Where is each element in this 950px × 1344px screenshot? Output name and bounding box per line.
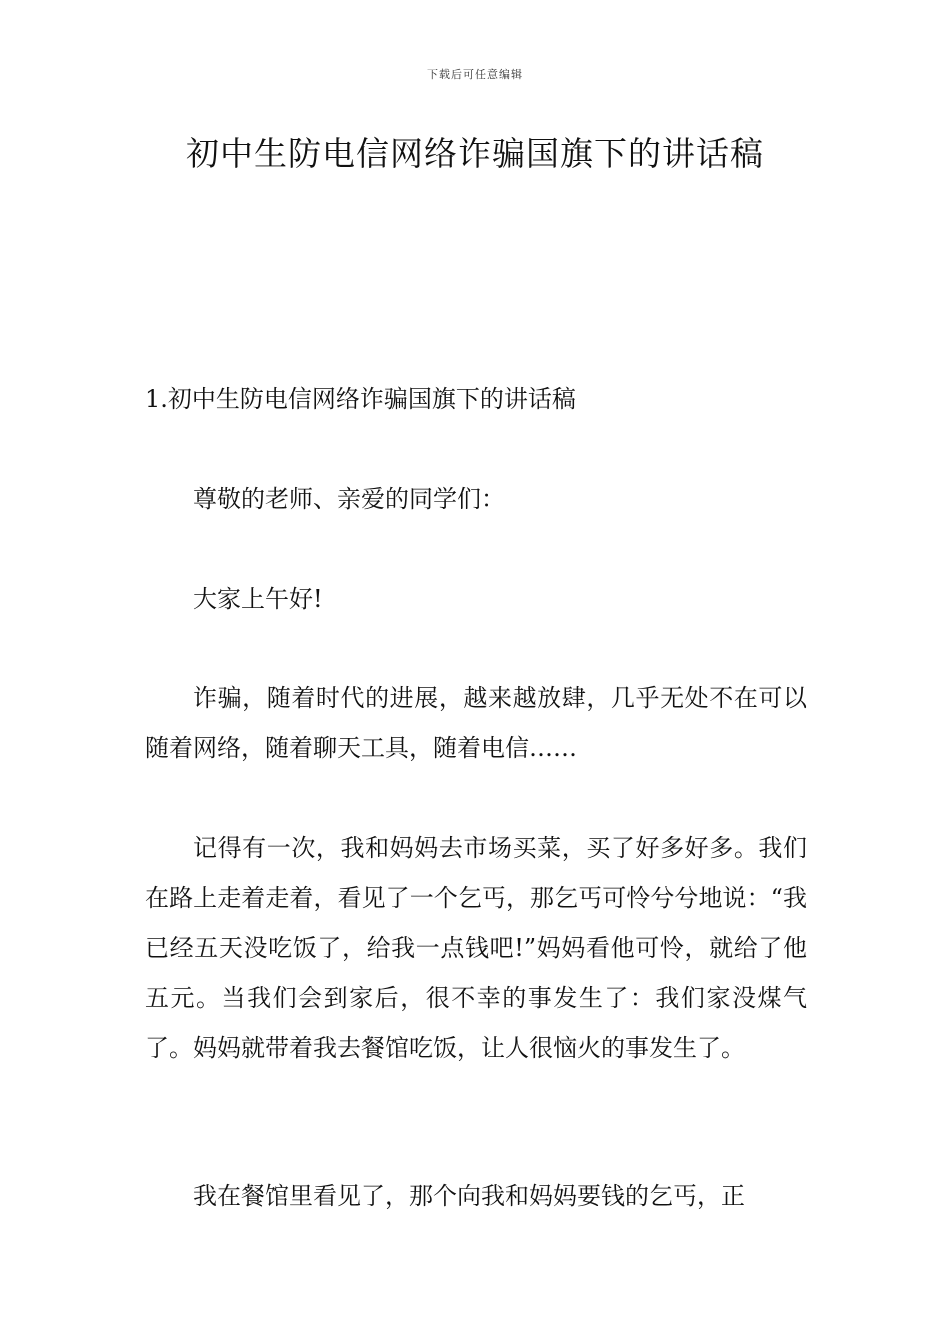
paragraph-hello — [145, 574, 807, 624]
paragraph-greeting-text: 尊敬的老师、亲爱的同学们： — [193, 485, 505, 513]
paragraph-fraud — [145, 673, 807, 773]
paragraph-fraud-text: 诈骗，随着时代的进展，越来越放肆，几乎无处不在可以随着网络，随着聊天工具，随着电信…… — [145, 684, 807, 762]
paragraph-restaurant-text: 我在餐馆里看见了，那个向我和妈妈要钱的乞丐，正 — [193, 1182, 745, 1210]
header-note: 下载后可任意编辑 — [427, 68, 523, 81]
paragraph-story — [145, 823, 807, 1073]
section-heading — [145, 374, 807, 424]
paragraph-greeting — [145, 474, 807, 524]
paragraph-story-text: 记得有一次，我和妈妈去市场买菜，买了好多好多。我们在路上走着走着，看见了一个乞丐，那乞丐可怜兮兮地说：“我已经五天没吃饭了，给我一点钱吧!”妈妈看他可怜，就给了他五元。当我们会到家后，很不幸的事发生了：我们家没煤气了。妈妈就带着我去餐馆吃饭，让人很恼火的事发生了。 — [145, 834, 807, 1062]
paragraph-hello-text: 大家上午好! — [193, 585, 323, 613]
document-title: 初中生防电信网络诈骗国旗下的讲话稿 — [186, 134, 764, 173]
section-heading-text: 1.初中生防电信网络诈骗国旗下的讲话稿 — [145, 385, 576, 413]
paragraph-restaurant — [145, 1171, 807, 1221]
